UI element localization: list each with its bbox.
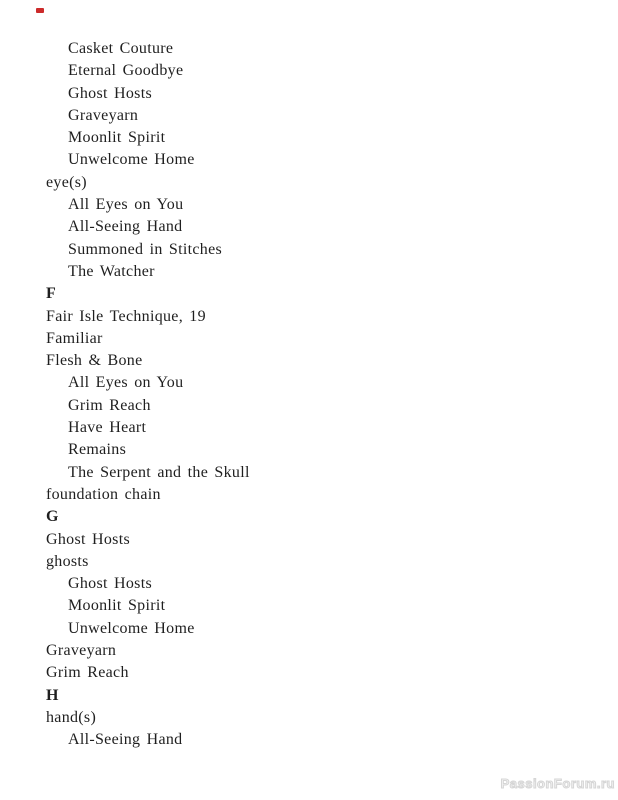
index-entry: Flesh & Bone — [46, 352, 143, 370]
index-entry: The Watcher — [68, 262, 155, 280]
index-entry: Moonlit Spirit — [68, 129, 166, 147]
index-entry: Ghost Hosts — [68, 575, 152, 593]
index-entry: Grim Reach — [68, 396, 151, 414]
index-entry: The Serpent and the Skull — [68, 463, 250, 481]
index-entry: All-Seeing Hand — [68, 731, 183, 749]
index-entry: Summoned in Stitches — [68, 240, 222, 258]
index-entry: All Eyes on You — [68, 196, 184, 214]
index-entry: Graveyarn — [68, 106, 139, 124]
index-section-letter: F — [46, 285, 57, 303]
index-entry: Eternal Goodbye — [68, 62, 184, 80]
index-section-letter: H — [46, 686, 59, 704]
index-entry: hand(s) — [46, 708, 97, 726]
index-entry: All-Seeing Hand — [68, 218, 183, 236]
index-entry: ghosts — [46, 552, 89, 570]
index-entry: Graveyarn — [46, 642, 117, 660]
index-entry: Casket Couture — [68, 40, 174, 57]
index-entry: All Eyes on You — [68, 374, 184, 392]
index-entry: foundation chain — [46, 485, 161, 503]
index-entry: Ghost Hosts — [46, 530, 130, 548]
red-marker — [36, 8, 44, 13]
index-entry: Ghost Hosts — [68, 84, 152, 102]
index-entry: Fair Isle Technique, 19 — [46, 307, 206, 325]
index-entry: Remains — [68, 441, 127, 459]
index-list — [46, 38, 586, 752]
index-entry: Unwelcome Home — [68, 151, 195, 169]
index-entry: Moonlit Spirit — [68, 597, 166, 615]
index-entry: eye(s) — [46, 173, 87, 191]
watermark-text: PassionForum.ru — [500, 776, 615, 791]
index-entry: Familiar — [46, 329, 103, 347]
index-entry: Have Heart — [68, 419, 147, 437]
index-entry: Unwelcome Home — [68, 619, 195, 637]
index-section-letter: G — [46, 508, 59, 526]
index-entry: Grim Reach — [46, 664, 129, 682]
